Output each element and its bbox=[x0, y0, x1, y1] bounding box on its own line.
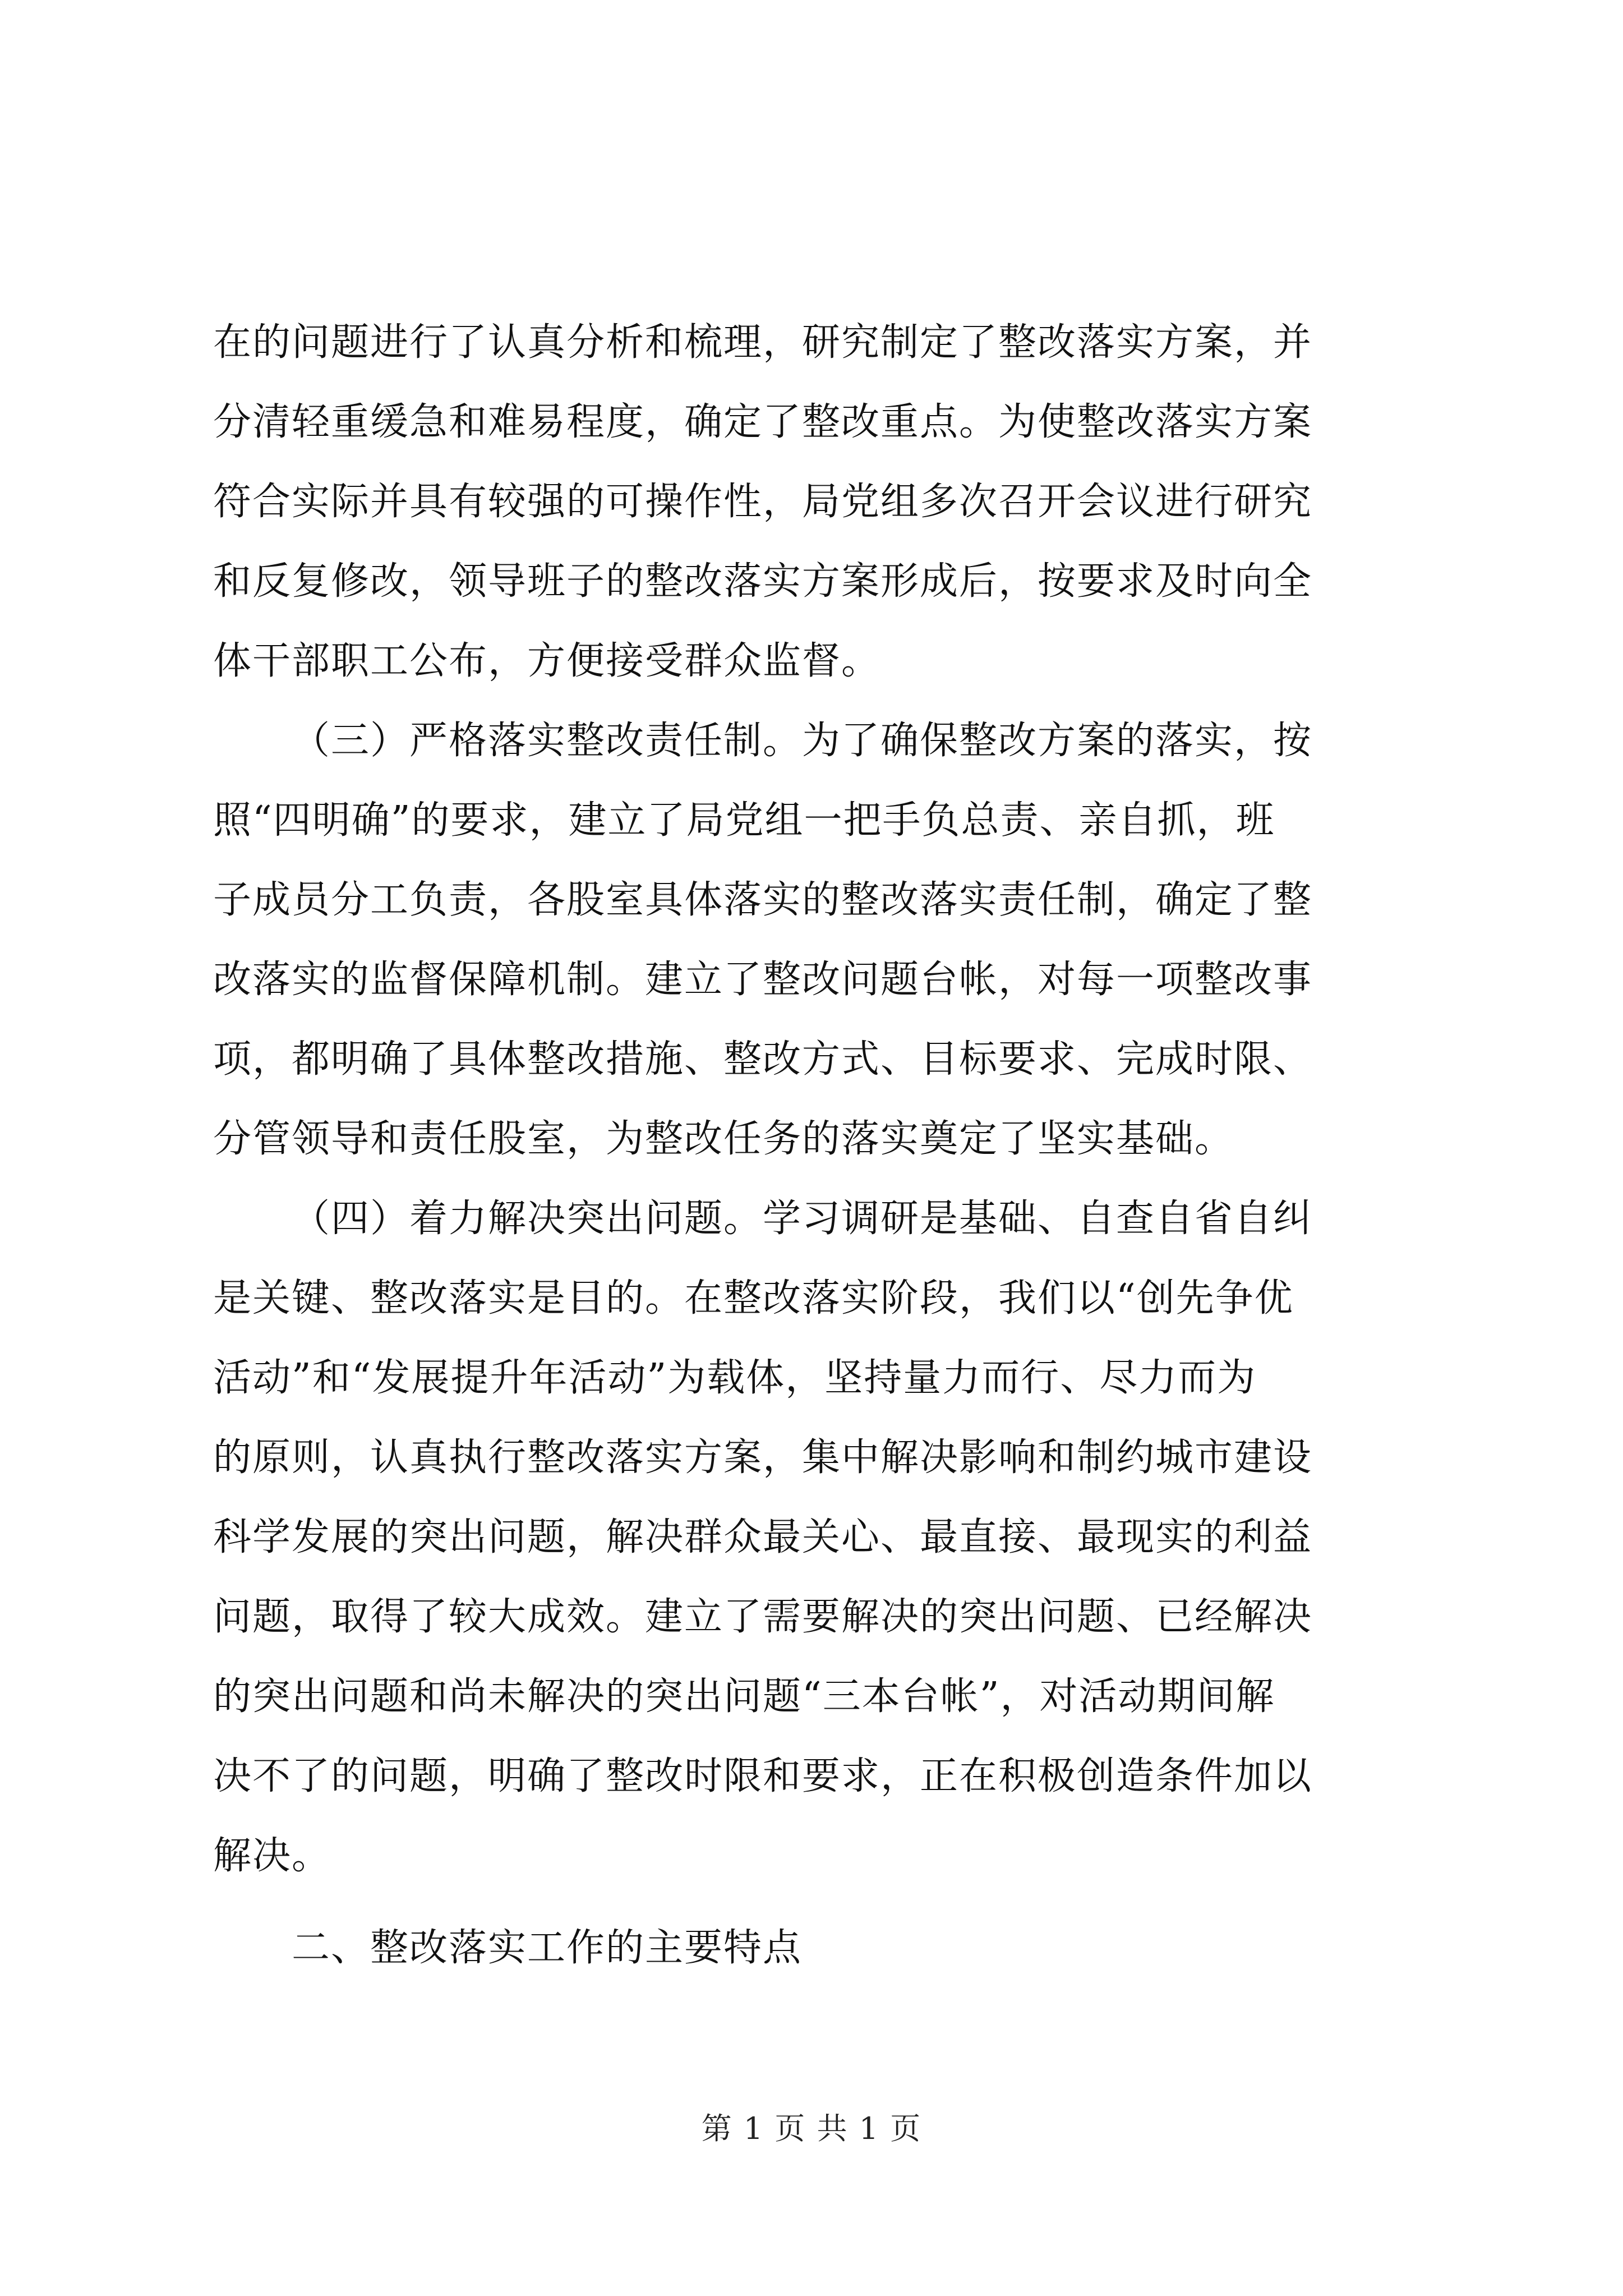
text-line: 在的问题进行了认真分析和梳理，研究制定了整改落实方案，并 bbox=[213, 320, 1313, 365]
document-body bbox=[213, 303, 1424, 1988]
paragraph-section-4 bbox=[213, 1179, 1424, 1896]
text-line: 决不了的问题，明确了整改时限和要求，正在积极创造条件加以 bbox=[213, 1754, 1313, 1798]
text-line: 分管领导和责任股室，为整改任务的落实奠定了坚实基础。 bbox=[213, 1117, 1234, 1161]
text-line: 符合实际并具有较强的可操作性，局党组多次召开会议进行研究 bbox=[213, 480, 1313, 524]
text-line: 是关键、整改落实是目的。在整改落实阶段，我们以“创先争优 bbox=[213, 1276, 1294, 1320]
text-line: 分清轻重缓急和难易程度，确定了整改重点。为使整改落实方案 bbox=[213, 400, 1313, 444]
text-line: 照“四明确”的要求，建立了局党组一把手负总责、亲自抓，班 bbox=[213, 798, 1275, 843]
paragraph-section-3 bbox=[213, 701, 1424, 1179]
text-line: （四）着力解决突出问题。学习调研是基础、自查自省自纠 bbox=[292, 1197, 1313, 1241]
text-line: 体干部职工公布，方便接受群众监督。 bbox=[213, 639, 881, 683]
text-line: 项，都明确了具体整改措施、整改方式、目标要求、完成时限、 bbox=[213, 1037, 1313, 1082]
text-line: （三）严格落实整改责任制。为了确保整改方案的落实，按 bbox=[292, 719, 1313, 763]
text-line: 问题，取得了较大成效。建立了需要解决的突出问题、已经解决 bbox=[213, 1595, 1313, 1639]
page-number-footer: 第 1 页 共 1 页 bbox=[701, 2111, 922, 2146]
section-heading: 二、整改落实工作的主要特点 bbox=[292, 1926, 803, 1970]
text-line: 子成员分工负责，各股室具体落实的整改落实责任制，确定了整 bbox=[213, 878, 1313, 922]
text-line: 和反复修改，领导班子的整改落实方案形成后，按要求及时向全 bbox=[213, 559, 1313, 604]
paragraph-continuation bbox=[213, 303, 1424, 701]
text-line: 的原则，认真执行整改落实方案，集中解决影响和制约城市建设 bbox=[213, 1435, 1313, 1480]
text-line: 的突出问题和尚未解决的突出问题“三本台帐”，对活动期间解 bbox=[213, 1674, 1275, 1719]
text-line: 科学发展的突出问题，解决群众最关心、最直接、最现实的利益 bbox=[213, 1515, 1313, 1559]
text-line: 活动”和“发展提升年活动”为载体，坚持量力而行、尽力而为 bbox=[213, 1356, 1257, 1400]
text-line: 解决。 bbox=[213, 1834, 331, 1878]
text-line: 改落实的监督保障机制。建立了整改问题台帐，对每一项整改事 bbox=[213, 958, 1313, 1002]
